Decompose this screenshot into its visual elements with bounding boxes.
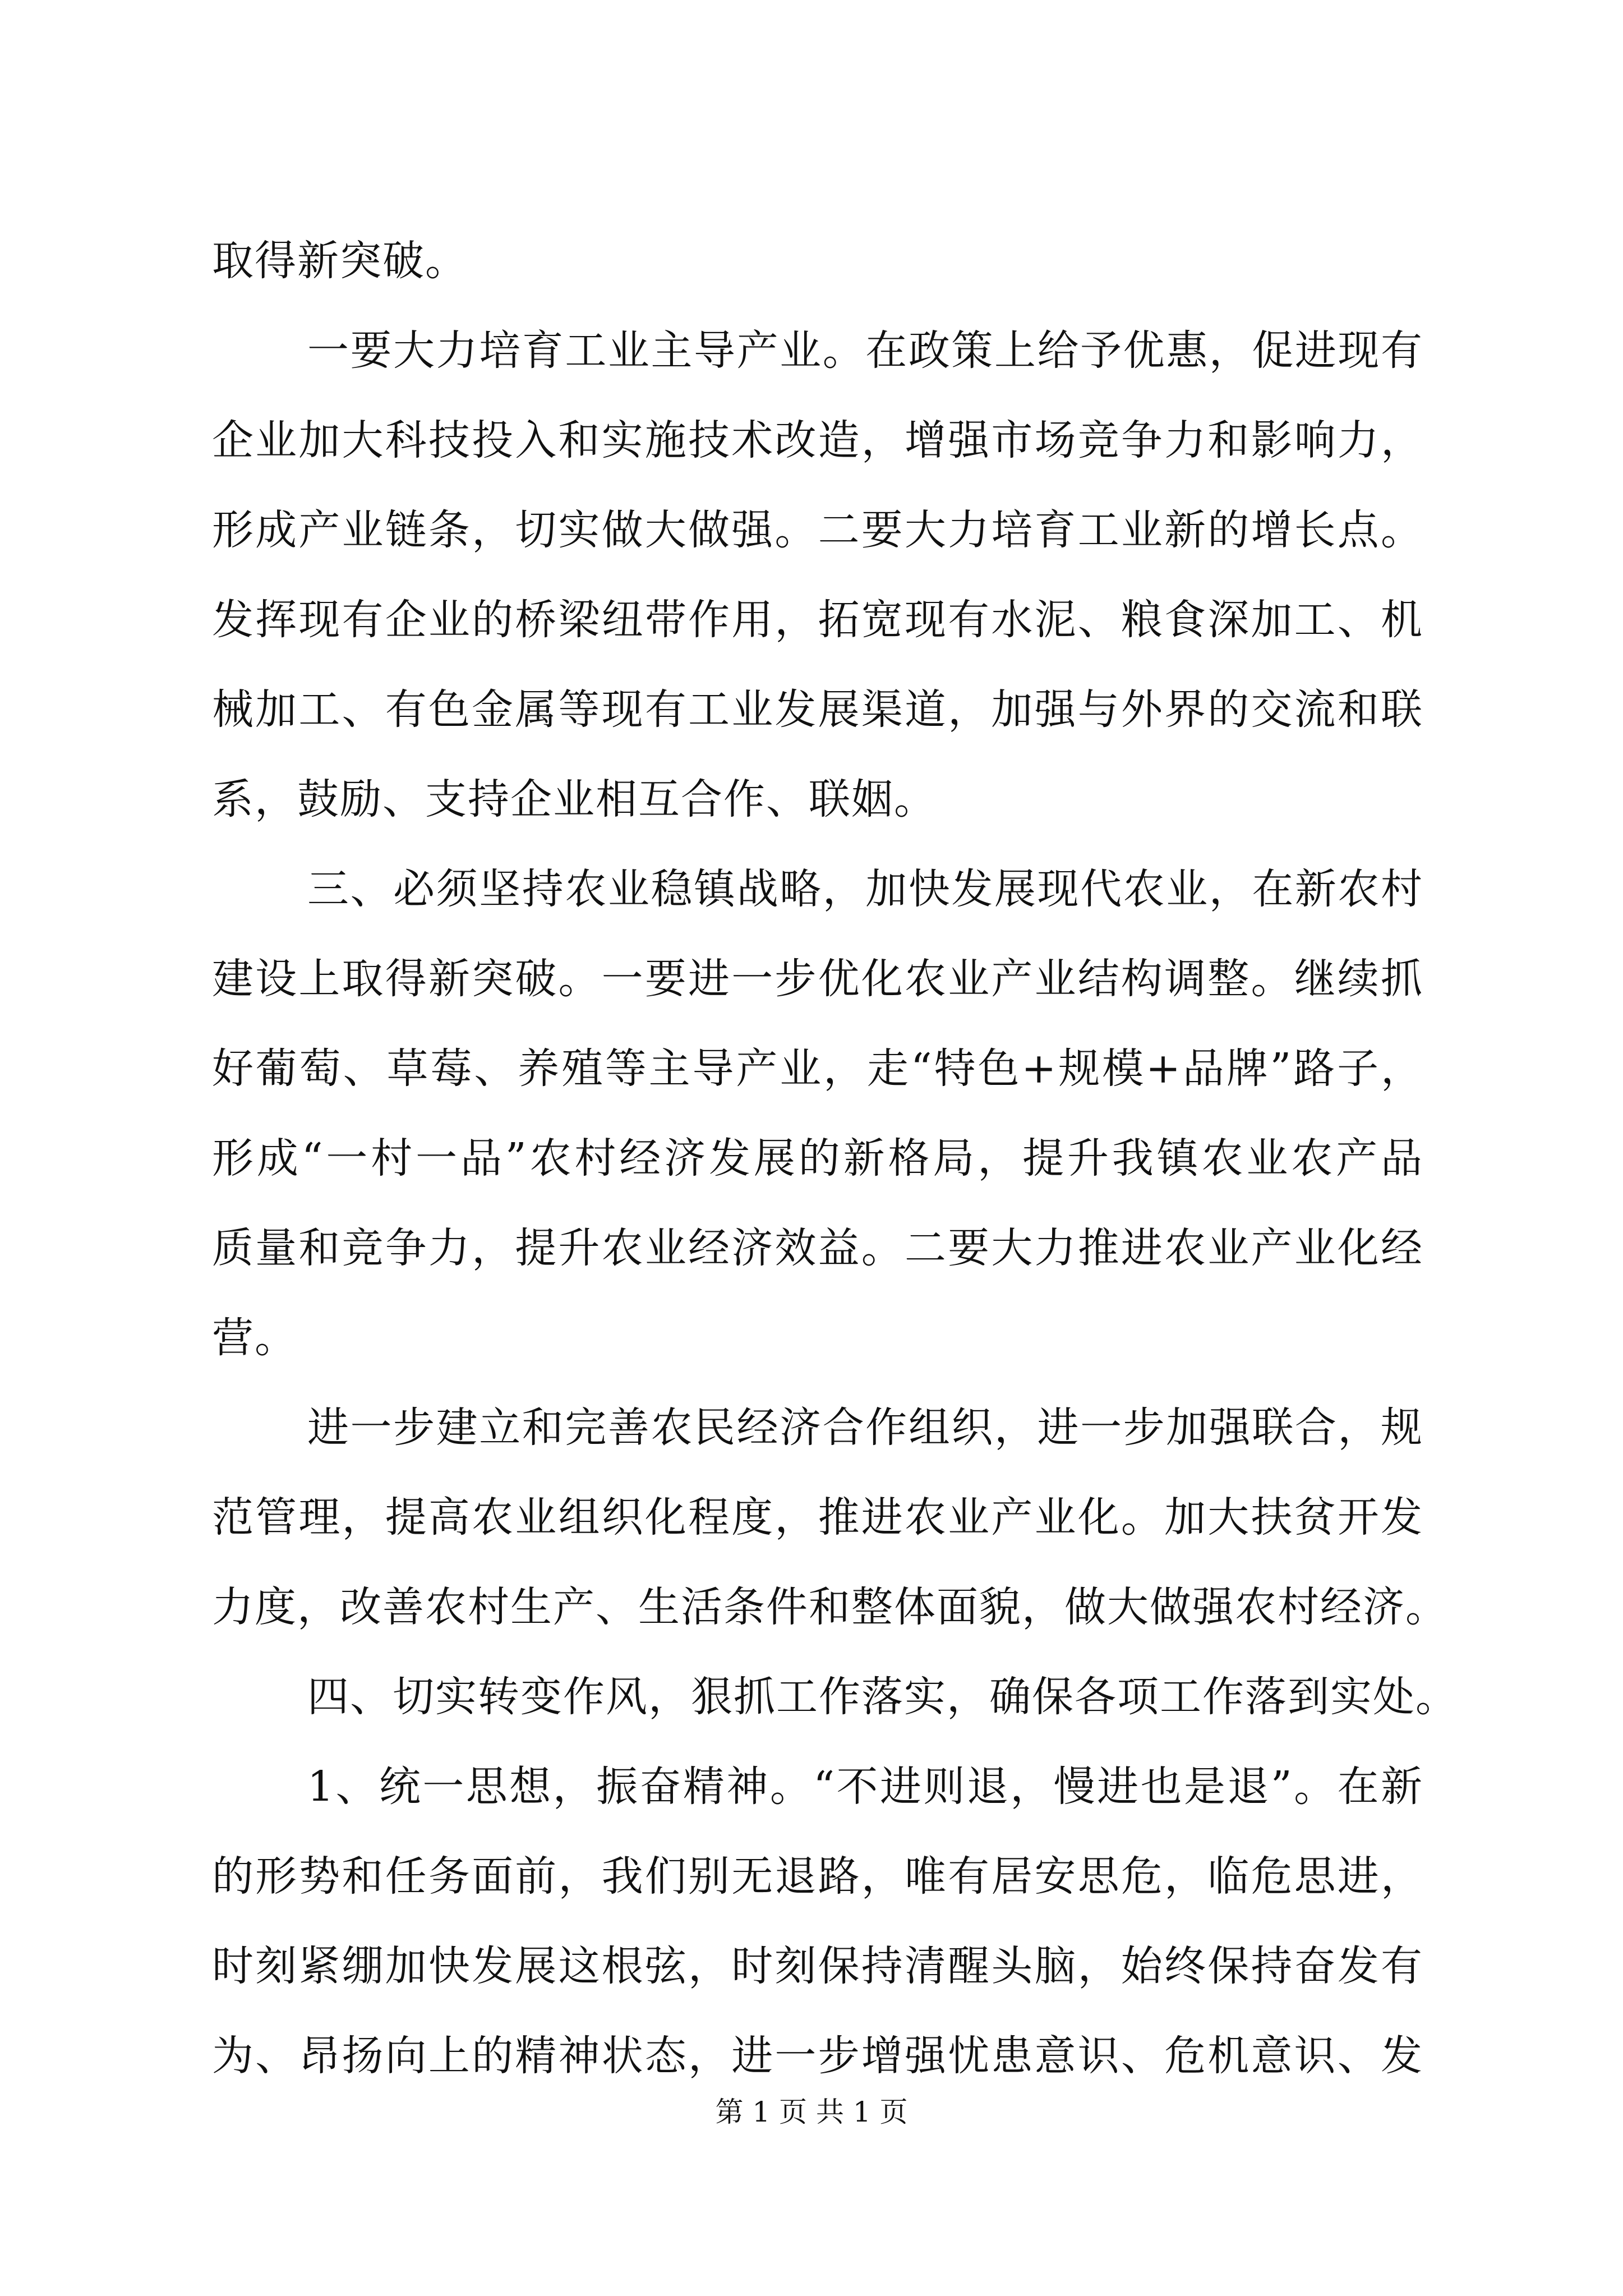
text-line: 形成“一村一品”农村经济发展的新格局，提升我镇农业农产品 xyxy=(212,1134,1423,1182)
text-line: 企业加大科技投入和实施技术改造，增强市场竞争力和影响力， xyxy=(212,416,1423,464)
text-line: 范管理，提高农业组织化程度，推进农业产业化。加大扶贫开发 xyxy=(212,1493,1423,1542)
text-line: 时刻紧绷加快发展这根弦，时刻保持清醒头脑，始终保持奋发有 xyxy=(212,1942,1423,1990)
paragraph-first-line: 一要大力培育工业主导产业。在政策上给予优惠，促进现有 xyxy=(307,326,1423,375)
page-number-footer: 第 1 页 共 1 页 xyxy=(715,2096,908,2128)
text-line: 营。 xyxy=(212,1314,297,1362)
text-line: 形成产业链条，切实做大做强。二要大力培育工业新的增长点。 xyxy=(212,506,1423,554)
text-line: 力度，改善农村生产、生活条件和整体面貌，做大做强农村经济。 xyxy=(212,1583,1448,1631)
text-line: 系，鼓励、支持企业相互合作、联姻。 xyxy=(212,775,937,823)
paragraph-first-line: 1、统一思想，振奋精神。“不进则退，慢进也是退”。在新 xyxy=(307,1763,1423,1811)
paragraph-first-line: 三、必须坚持农业稳镇战略，加快发展现代农业，在新农村 xyxy=(307,865,1423,913)
text-line: 质量和竞争力，提升农业经济效益。二要大力推进农业产业化经 xyxy=(212,1224,1423,1272)
text-line: 取得新突破。 xyxy=(212,237,468,285)
paragraph-first-line: 进一步建立和完善农民经济合作组织，进一步加强联合，规 xyxy=(307,1404,1423,1452)
text-line: 械加工、有色金属等现有工业发展渠道，加强与外界的交流和联 xyxy=(212,685,1423,734)
text-line: 的形势和任务面前，我们别无退路，唯有居安思危，临危思进， xyxy=(212,1852,1423,1901)
text-line: 好葡萄、草莓、养殖等主导产业，走“特色+规模+品牌”路子， xyxy=(212,1045,1423,1093)
paragraph-first-line: 四、切实转变作风，狠抓工作落实，确保各项工作落到实处。 xyxy=(307,1673,1458,1721)
text-line: 发挥现有企业的桥梁纽带作用，拓宽现有水泥、粮食深加工、机 xyxy=(212,596,1423,644)
text-line: 为、昂扬向上的精神状态，进一步增强忧患意识、危机意识、发 xyxy=(212,2032,1423,2080)
text-line: 建设上取得新突破。一要进一步优化农业产业结构调整。继续抓 xyxy=(212,955,1423,1003)
